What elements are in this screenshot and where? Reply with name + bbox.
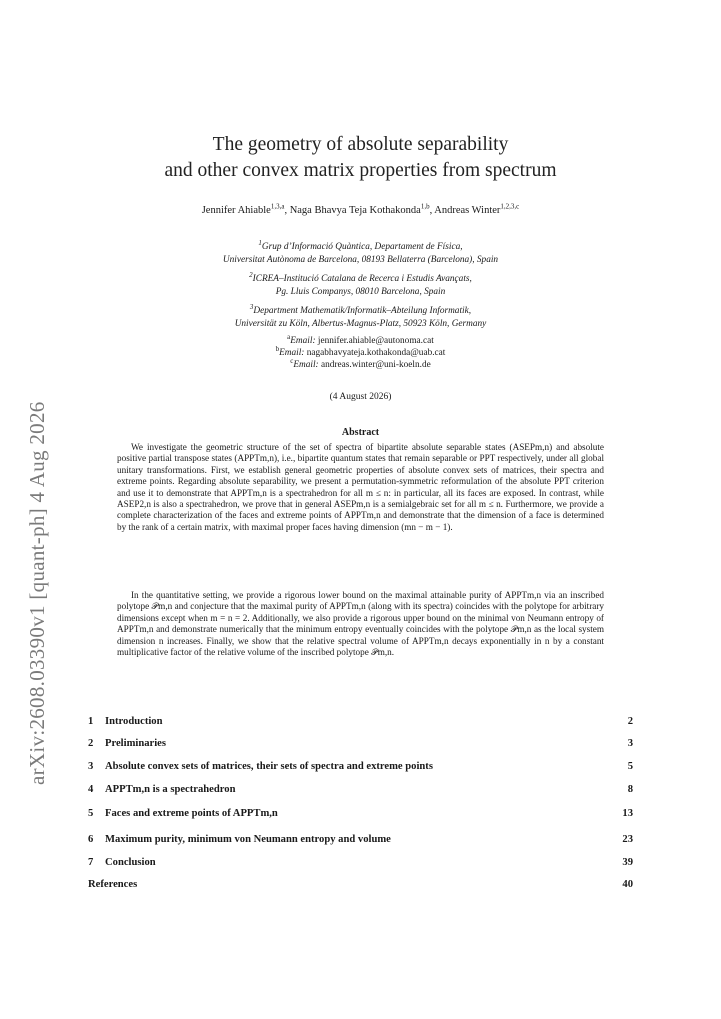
- toc-number: 1: [88, 716, 94, 727]
- affiliation-line: Grup d’Informació Quàntica, Departament de Física,: [261, 242, 463, 252]
- email-address[interactable]: andreas.winter@uni-koeln.de: [320, 360, 431, 370]
- affiliation-line: Pg. Lluis Companys, 08010 Barcelona, Spain: [275, 286, 446, 297]
- abstract-paragraph-1: We investigate the geometric structure of the set of spectra of bipartite absolute separable states (ASEPm,n) and absolute positive partial transpose states (APPTm,n), i.e., bipartite quantum states that remain separable or PPT respectively, under all global unitary transformations. First, we establish general geometric properties of absolute convex sets of matrices, their spectra and extreme points. Regarding absolute separability, we present a permutation-symmetric reformulation of the absolute PPT criterion and use it to demonstrate that APPTm,n is a spectrahedron for all m ≤ n: in particular, all its faces are exposed. In contrast, while ASEP2,n is also a spectrahedron, we prove that in general ASEPm,n is a semialgebraic set for all m ≤ n. Furthermore, we provide a complete characterization of the faces and extreme points of APPTm,n and demonstrate that the dimension of a face is determined by the rank of a certain matrix, with maximal proper faces having dimension (mn − m − 1).: [117, 442, 604, 532]
- email-mark: b: [275, 344, 280, 353]
- publication-date: (4 August 2026): [329, 392, 392, 402]
- affiliation-2: [88, 270, 633, 298]
- email-c: [88, 356, 633, 372]
- toc-page: 3: [627, 738, 633, 749]
- toc-label: Preliminaries: [105, 738, 166, 749]
- abstract-paragraph-2: In the quantitative setting, we provide a rigorous lower bound on the maximal attainable purity of APPTm,n via an inscribed polytope 𝒫m,n and conjecture that the maximal purity of APPTm,n (along with its spectra) coincides with the polytope for arbitrary dimensions except when m = n = 2. Additionally, we also provide a rigorous upper bound on the minimal von Neumann entropy of APPTm,n and demonstrate numerically that the minimum entropy eventually coincides with the polytope 𝒫m,n as the local system dimension n increases. Finally, we show that the relative spectral volume of APPTm,n decays exponentially in n by a constant multiplicative factor of the relative volume of the inscribed polytope 𝒫m,n.: [117, 590, 604, 658]
- toc-number: 7: [88, 857, 94, 868]
- toc-label: Introduction: [105, 716, 163, 727]
- toc-page: 2: [627, 716, 633, 727]
- toc-number: 2: [88, 738, 94, 749]
- affiliation-3: [88, 302, 633, 330]
- email-a: [88, 332, 633, 348]
- toc-page: 39: [622, 857, 633, 868]
- toc-label: Faces and extreme points of APPTm,n: [105, 808, 278, 819]
- affiliation-mark: 2: [249, 270, 253, 279]
- email-label: Email:: [290, 336, 316, 346]
- arxiv-side-stamp: arXiv:2608.03390v1 [quant-ph] 4 Aug 2026: [25, 401, 49, 785]
- toc-page: 13: [622, 808, 633, 819]
- toc-label: References: [88, 879, 138, 890]
- affiliation-line: Department Mathematik/Informatik–Abteilung Informatik,: [253, 306, 472, 316]
- email-address[interactable]: jennifer.ahiable@autonoma.cat: [317, 336, 434, 346]
- author-affiliation-mark: 1,3,a: [270, 202, 285, 211]
- email-label: Email:: [279, 348, 305, 358]
- toc-number: 4: [88, 784, 94, 795]
- toc-page: 23: [622, 834, 633, 845]
- author-affiliation-mark: 1,2,3,c: [500, 202, 520, 211]
- author-affiliation-mark: 1,b: [420, 202, 430, 211]
- toc-number: 6: [88, 834, 94, 845]
- affiliation-line: ICREA–Institució Catalana de Recerca i Estudis Avançats,: [252, 274, 472, 284]
- email-label: Email:: [293, 360, 319, 370]
- email-address[interactable]: nagabhavyateja.kothakonda@uab.cat: [306, 348, 446, 358]
- affiliation-mark: 3: [249, 302, 254, 311]
- toc-label: Maximum purity, minimum von Neumann entropy and volume: [105, 834, 391, 845]
- toc-label: Conclusion: [105, 857, 156, 868]
- author-name: Jennifer Ahiable: [201, 205, 271, 216]
- author-list: Jennifer Ahiable$^{1,3,a}$, Naga Bhavya Teja Kothakonda$^{1,b}$, Andreas Winter$^{1,2,3,c}$: [201, 202, 520, 216]
- email-mark: a: [287, 332, 291, 341]
- author-name: Andreas Winter: [434, 205, 501, 216]
- affiliation-1: [88, 238, 633, 266]
- affiliation-line: Universität zu Köln, Albertus-Magnus-Platz, 50923 Köln, Germany: [234, 318, 487, 329]
- toc-page: 8: [627, 784, 633, 795]
- toc-number: 5: [88, 808, 94, 819]
- paper-title-line-1: The geometry of absolute separability: [212, 134, 509, 155]
- toc-number: 3: [88, 761, 94, 772]
- toc-label: APPTm,n is a spectrahedron: [105, 784, 236, 795]
- paper-title-line-2: and other convex matrix properties from spectrum: [164, 160, 557, 181]
- toc-page: 40: [622, 879, 633, 890]
- affiliation-line: Universitat Autònoma de Barcelona, 08193 Bellaterra (Barcelona), Spain: [222, 254, 499, 265]
- affiliation-mark: 1: [258, 238, 262, 247]
- email-b: [88, 344, 633, 360]
- toc-page: 5: [627, 761, 633, 772]
- abstract-heading: Abstract: [341, 427, 380, 438]
- toc-label: Absolute convex sets of matrices, their sets of spectra and extreme points: [105, 761, 433, 772]
- email-mark: c: [290, 356, 294, 365]
- author-name: Naga Bhavya Teja Kothakonda: [289, 205, 421, 216]
